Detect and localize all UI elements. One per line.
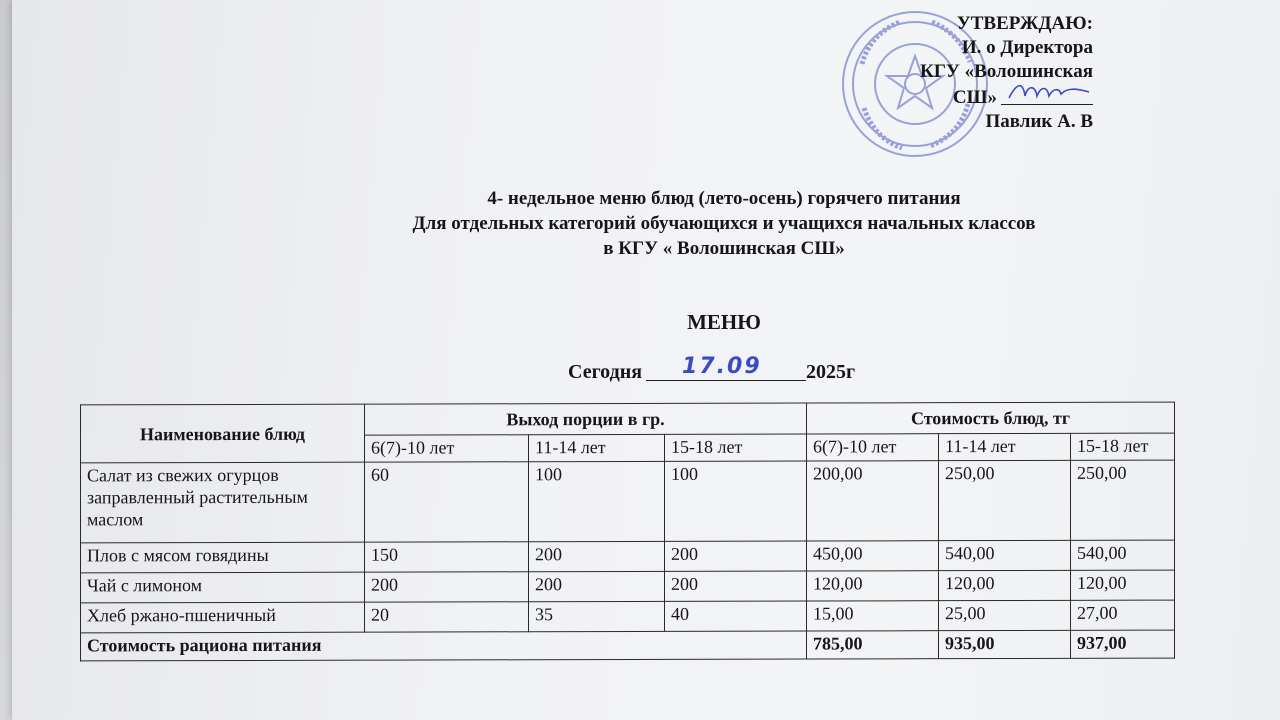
portion-value: 20 [365, 602, 529, 632]
cost-value: 120,00 [939, 570, 1071, 600]
cost-value: 540,00 [1071, 540, 1175, 570]
cost-value: 250,00 [939, 460, 1071, 540]
portion-age-1: 6(7)-10 лет [365, 435, 529, 462]
dish-name: Хлеб ржано-пшеничный [81, 602, 365, 633]
cost-value: 250,00 [1071, 460, 1175, 540]
approval-organization-end: СШ» [952, 87, 997, 108]
dish-name: Чай с лимоном [81, 572, 365, 603]
dish-name: Плов с мясом говядины [81, 542, 365, 573]
portion-age-2: 11-14 лет [529, 434, 665, 461]
date-blank [646, 354, 806, 381]
portion-value: 40 [665, 601, 807, 631]
header-cost: Стоимость блюд, тг [807, 402, 1175, 434]
handwritten-date: 17.09 [682, 354, 762, 379]
cost-value: 120,00 [807, 571, 939, 601]
portion-value: 35 [529, 601, 665, 631]
table-row [81, 460, 1175, 543]
cost-value: 540,00 [939, 540, 1071, 570]
approval-signature-line [920, 84, 1093, 110]
portion-value: 200 [529, 571, 665, 601]
approval-position: И. о Директора [961, 37, 1093, 58]
cost-value: 120,00 [1071, 570, 1175, 600]
portion-value: 200 [529, 541, 665, 571]
portion-value: 200 [665, 571, 807, 601]
total-row [81, 630, 1175, 661]
total-cost: 935,00 [939, 630, 1071, 658]
date-row [568, 354, 856, 384]
cost-age-2: 11-14 лет [939, 433, 1071, 460]
approval-block [920, 12, 1093, 134]
table-row [81, 600, 1175, 633]
approval-heading: УТВЕРЖДАЮ: [956, 13, 1093, 34]
dish-name: Салат из свежих огурцов заправленный растительным маслом [81, 462, 365, 543]
menu-heading: МЕНЮ [687, 310, 761, 334]
table-row [81, 540, 1175, 573]
portion-age-3: 15-18 лет [665, 434, 807, 461]
total-cost: 785,00 [807, 631, 939, 659]
menu-document [12, 0, 1280, 720]
today-label: Сегодня [568, 361, 643, 383]
header-dish-name: Наименование блюд [81, 404, 365, 463]
portion-value: 200 [665, 541, 807, 571]
portion-value: 60 [365, 462, 529, 542]
header-portion: Выход порции в гр. [365, 403, 807, 435]
cost-value: 25,00 [939, 600, 1071, 630]
signature-blank [1001, 84, 1093, 105]
title-line-3: в КГУ « Волошинская СШ» [603, 238, 845, 259]
total-cost: 937,00 [1071, 630, 1175, 658]
portion-value: 100 [529, 461, 665, 541]
approval-signatory: Павлик А. В [985, 111, 1093, 132]
cost-age-3: 15-18 лет [1071, 433, 1175, 460]
portion-value: 100 [665, 461, 807, 541]
document-title [12, 186, 1280, 261]
total-label: Стоимость рациона питания [81, 631, 807, 661]
cost-age-1: 6(7)-10 лет [807, 434, 939, 461]
table-row [81, 570, 1175, 603]
cost-value: 27,00 [1071, 600, 1175, 630]
portion-value: 150 [365, 542, 529, 572]
table-header-row [81, 402, 1175, 436]
year-suffix: 2025г [806, 361, 856, 383]
title-line-2: Для отдельных категорий обучающихся и учащихся начальных классов [412, 213, 1036, 234]
menu-table [80, 402, 1175, 662]
handwritten-signature [1005, 78, 1093, 104]
approval-organization: КГУ «Волошинская [920, 61, 1093, 82]
cost-value: 15,00 [807, 601, 939, 631]
cost-value: 200,00 [807, 461, 939, 541]
portion-value: 200 [365, 572, 529, 602]
cost-value: 450,00 [807, 541, 939, 571]
title-line-1: 4- недельное меню блюд (лето-осень) горячего питания [487, 188, 961, 209]
